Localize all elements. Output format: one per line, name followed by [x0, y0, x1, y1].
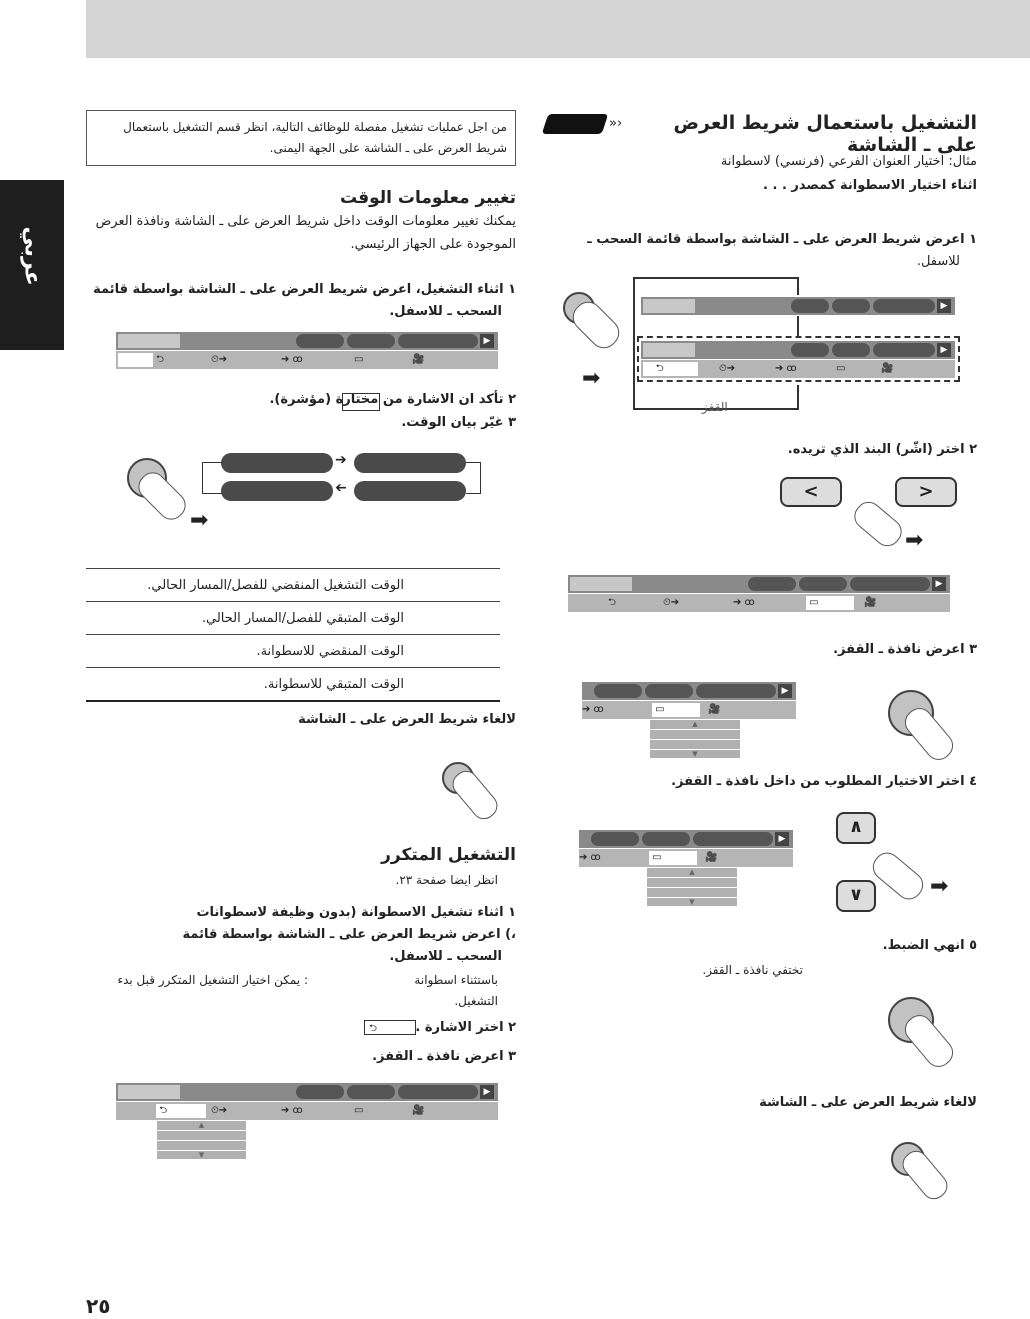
header-bar — [86, 0, 1030, 58]
repeat-indicator-box: ⮌ — [364, 1020, 416, 1035]
display-cell — [118, 353, 153, 367]
cycle-loop-left — [202, 462, 222, 494]
jump-window-step3: ▲ ▼ — [650, 720, 740, 758]
subtitle-icon: ▭ — [836, 363, 846, 374]
angle-icon: 🎥 — [881, 363, 894, 374]
language-side-tab — [0, 180, 64, 350]
right-cancel-heading: لالغاء شريط العرض على ـ الشاشة — [759, 1095, 977, 1110]
repeat-step-2: ٢ اختر الاشارة . — [415, 1020, 516, 1035]
audio-icon: ➔ ꝏ — [281, 1105, 303, 1116]
repeat-exception-a: باستثناء اسطوانة — [414, 973, 498, 987]
press-arrow-icon: ➡ — [582, 366, 601, 391]
repeat-step-1-cont: ،) اعرض شريط العرض على ـ الشاشة بواسطة قائمة — [182, 927, 516, 942]
pointing-hand-icon — [448, 766, 503, 824]
dvd-logo-icon — [542, 114, 608, 134]
time-step-1: ١ اثناء التشغيل، اعرض شريط العرض على ـ الشاشة بواسطة قائمة — [93, 282, 516, 297]
press-arrow-icon: ➡ — [190, 508, 209, 533]
step1-arrow-down — [797, 277, 799, 295]
repeat-icon: ⮌ — [643, 362, 698, 376]
play-arrow-icon: ▶ — [937, 343, 951, 357]
time-intro-2: الموجودة على الجهاز الرئيسي. — [350, 237, 516, 252]
info-note-box — [86, 110, 516, 166]
example-line-2: اثناء اختيار الاسطوانة كمصدر . . . — [763, 178, 977, 193]
right-step-2: ٢ اختر (اشّر) البند الذي تريده. — [787, 442, 977, 457]
time-section-title: تغيير معلومات الوقت — [340, 188, 516, 208]
time-intro-1: يمكنك تغيير معلومات الوقت داخل شريط العرض على ـ الشاشة ونافذة العرض — [95, 214, 516, 229]
time-mode-row: الوقت التشغيل المنقضي للفصل/المسار الحالي. — [86, 569, 500, 602]
left-cancel-heading: لالغاء شريط العرض على ـ الشاشة — [298, 712, 516, 727]
play-arrow-icon: ▶ — [932, 577, 946, 591]
press-arrow-icon: ➡ — [905, 528, 924, 553]
play-arrow-icon: ▶ — [480, 1085, 494, 1099]
step1-frame-right — [797, 385, 799, 410]
angle-icon: 🎥 — [708, 704, 721, 715]
page-title: التشغيل باستعمال شريط العرض على ـ الشاشة — [673, 112, 977, 156]
osd-bar-top — [641, 297, 955, 315]
audio-icon: ➔ ꝏ — [281, 354, 303, 365]
pointing-hand-icon — [868, 847, 929, 904]
time-icon: ⏲➔ — [211, 354, 228, 365]
right-step-3: ٣ اعرض نافذة ـ القفز. — [833, 642, 977, 657]
audio-icon: ➔ ꝏ — [582, 704, 604, 715]
angle-icon: 🎥 — [412, 1105, 425, 1116]
right-step-5: ٥ انهي الضبط. — [882, 938, 977, 953]
time-mode-1 — [221, 453, 333, 473]
time-step-2: ٢ تأكد ان الاشارة من مختارة (مؤشرة). — [269, 392, 516, 407]
up-arrow-key[interactable]: ∧ — [836, 812, 876, 844]
repeat-section-title: التشغيل المتكرر — [381, 845, 516, 865]
right-step-1-cont: للاسفل. — [916, 254, 960, 269]
cycle-arrow-icon: ➔ — [335, 480, 347, 496]
time-mode-3 — [221, 481, 333, 501]
time-step-1-cont: السحب ـ للاسفل. — [389, 304, 502, 319]
time-mode-row: الوقت المتبقي للاسطوانة. — [86, 668, 500, 702]
page-number: ٢٥ — [86, 1294, 111, 1318]
repeat-exception-c: التشغيل. — [454, 994, 498, 1008]
example-line-1: مثال: اختيار العنوان الفرعي (فرنسي) لاسطوانة — [720, 154, 977, 169]
repeat-icon: ⮌ — [156, 1104, 206, 1118]
subtitle-icon: ▭ — [354, 1105, 364, 1116]
subtitle-icon: ▭ — [649, 851, 697, 865]
angle-icon: 🎥 — [412, 354, 425, 365]
play-arrow-icon: ▶ — [480, 334, 494, 348]
osd-bar-step2 — [568, 575, 950, 612]
section-title-right — [545, 108, 977, 156]
right-step-1: ١ اعرض شريط العرض على ـ الشاشة بواسطة قائمة السحب ـ — [587, 232, 977, 247]
right-arrow-key[interactable]: > — [895, 477, 957, 507]
angle-icon: 🎥 — [705, 852, 718, 863]
angle-icon: 🎥 — [864, 597, 877, 608]
time-mode-row: الوقت المنقضي للاسطوانة. — [86, 635, 500, 668]
repeat-icon: ⮌ — [608, 597, 617, 608]
jump-window-step4: ▲ ▼ — [647, 868, 737, 906]
cycle-loop-right — [466, 462, 481, 494]
osd-bar-expanded — [641, 341, 955, 378]
time-mode-row: الوقت المتبقي للفصل/المسار الحالي. — [86, 602, 500, 635]
time-mode-table — [86, 568, 500, 702]
repeat-step-1: ١ اثناء تشغيل الاسطوانة (بدون وظيفة لاسطوانات — [196, 905, 516, 920]
subtitle-icon: ▭ — [806, 596, 854, 610]
time-step-3: ٣ غيّر بيان الوقت. — [401, 415, 516, 430]
note-line-1: من اجل عمليات تشغيل مفصلة للوظائف التالية، انظر قسم التشغيل باستعمال — [123, 120, 507, 134]
note-line-2: شريط العرض على ـ الشاشة على الجهة اليمنى. — [269, 141, 507, 155]
play-arrow-icon: ▶ — [778, 684, 792, 698]
indicator-box — [342, 393, 380, 411]
play-arrow-icon: ▶ — [937, 299, 951, 313]
time-mode-4 — [354, 481, 466, 501]
lock-arrow — [742, 408, 797, 410]
osd-bar-time — [116, 332, 498, 369]
repeat-step-1-cont2: السحب ـ للاسفل. — [389, 949, 502, 964]
chevrons-icon: »› — [609, 116, 623, 131]
right-step-4: ٤ اختر الاختيار المطلوب من داخل نافذة ـ القفز. — [671, 774, 977, 789]
left-arrow-key[interactable]: < — [780, 477, 842, 507]
repeat-step-3: ٣ اعرض نافذة ـ القفز. — [372, 1049, 516, 1064]
repeat-see-also: انظر ايضا صفحة ٢٣. — [395, 873, 498, 887]
time-mode-2 — [354, 453, 466, 473]
repeat-icon: ⮌ — [156, 354, 165, 365]
audio-icon: ➔ ꝏ — [775, 363, 797, 374]
osd-bar-step4 — [579, 830, 793, 867]
language-label: عربي — [19, 226, 45, 286]
audio-icon: ➔ ꝏ — [579, 852, 601, 863]
down-arrow-key[interactable]: ∨ — [836, 880, 876, 912]
osd-bar-repeat — [116, 1083, 498, 1120]
time-icon: ⏲➔ — [211, 1105, 228, 1116]
time-icon: ⏲➔ — [663, 597, 680, 608]
lock-label: القفز — [702, 400, 728, 414]
osd-bar-step3 — [582, 682, 796, 719]
play-arrow-icon: ▶ — [775, 832, 789, 846]
press-arrow-icon: ➡ — [930, 874, 949, 899]
subtitle-icon: ▭ — [354, 354, 364, 365]
repeat-exception-b: : يمكن اختيار التشغيل المتكرر قبل بدء — [117, 973, 308, 987]
time-icon: ⏲➔ — [719, 363, 736, 374]
step1-arrow-down-2 — [797, 316, 799, 338]
audio-icon: ➔ ꝏ — [733, 597, 755, 608]
cycle-arrow-icon: ➔ — [335, 452, 347, 468]
right-step-5-sub: تختفي نافذة ـ القفز. — [702, 963, 803, 977]
jump-window-repeat: ▲ ▼ — [157, 1121, 246, 1159]
subtitle-icon: ▭ — [652, 703, 700, 717]
